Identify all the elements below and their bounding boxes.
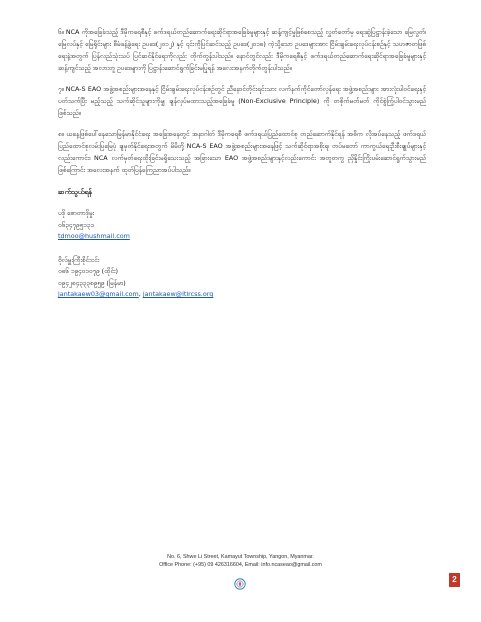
document-body — [58, 26, 426, 313]
paragraph-7: ၇။ NCA-S EAO အဖွဲ့အစည်းများအနေနှင့် ငြိမ်းချမ်းရေးလုပ်ငန်းစဉ်တွင် ညီနောင်တိုင်းရင်းသား လက်နက်ကိုင်တော်လှန်ရေး အဖွဲ့အစည်းများ အားလုံးပါဝင်ရေးနှင့် ပတ်သက်ပြီး မည့်သည့် သက်ဆိုင်သူများကိုမျှ ချန်လှပ်မထားသည့်အခြေခံမူ (Non-Exclusive Principle) ကို တစိုက်မတ်မတ် ကိုင်စွဲကြံ့ပါဝင်သွားမည်ဖြစ်သည်။ — [58, 85, 426, 117]
footer-address: No. 6, Shwe Li Street, Kamayut Township, Yangon, Myanmar. — [167, 554, 314, 560]
contact-email-link-2[interactable]: jantakaew@ltlrcss.org — [142, 290, 214, 298]
contact-name: ဗိုလ်မှူးကြီးစိုင်းငင်း — [58, 255, 100, 264]
contact-phone-thailand: ၀၈၆ ၁၉၄၀၁၀၇၉ (ထိုင်း) — [58, 267, 118, 275]
contact-block-2 — [58, 255, 426, 301]
contact-phone: ၀၆၃၄၇၉၅၁၃၁ — [58, 220, 94, 229]
contact-block-1 — [58, 208, 426, 243]
email-separator: , — [138, 290, 143, 298]
contact-email-link[interactable]: tdmoo@hushmail.com — [58, 232, 130, 240]
footer — [0, 553, 481, 569]
organization-logo-icon — [234, 578, 246, 590]
contact-name: ပဒို စောတာဒိုမူး — [58, 209, 95, 217]
paragraph-6: ၆။ NCA ကိုအခြေခံသည့် ဒီမိုကရေစီနှင့် ဖက်ဒရယ်တည်ဆောက်ရေးဆိုင်ရာအခြေခံမူများနှင့် ဆန့်ကျင့်မှုဖြစ်စေသည့် လွှတ်တော်မှ ရေးဆွဲပြဋ္ဌာန်းခဲ့သော မြေလွတ်၊ မြေလပ်နှင့် မြေရိုင်းများ စီမံခန့်ခွဲရေး ဥပဒေ(၂၀၁၂) နှင့် ၎င်းကိုပြင်ဆင်သည့် ဥပဒေ(၂၀၁၈) ကဲ့သို့သော ဥပဒေများအား ငြိမ်းချမ်းရေးလုပ်ငန်းစဉ်နှင့် သဟဇာတဖြစ်ရေးနဲ့အတွက် ပြန်လည်သုံးသပ် ပြင်ဆင်နိုင်ရေးကိုလည်း တိုက်တွန်းပါသည်။ နောင်တွင်လည်း ဒီမိုကရေစီနှင့် ဖက်ဒရယ်တည်ဆောက်ရေးဆိုင်ရာအခြေခံမူများနှင့် ဆန့်ကျင်သည့် အလားတူ ဥပဒေများကို ပြဋ္ဌာန်းဆောင်ရွက်ခြင်းမပြုရန် အလေးအနက်တိုက်တွန်းပါသည်။ — [58, 28, 426, 72]
paragraph-8: ၈။ ယနေ့ဖြစ်ပေါ်နေသောမြန်မာနိုင်ငံရေး အခြေအနေတွင် အနာဂါတ် ဒီမိုကရေစီ ဖက်ဒရယ်ပြည်ထောင်စု တည်ဆောက်နိုင်ရန် အဓိက လိုအပ်နေသည့် ဖက်ဒရယ်ပြည်ထောင်စုလမ်းပြမြေပုံ ချမှတ်နိုင်ရေးအတွက် မိမိတို့ NCA-S EAO အဖွဲ့အစည်းများအနေဖြင့် သက်ဆိုင်ရာအစိုးရ၊ တပ်မတော် ကာကွယ်ရေးဦးစီးချုပ်များနှင့်လည်းကောင်း၊ NCA လက်မှတ်ရေးထိုးခြင်းမရှိသေးသည့် အခြားသော EAO အဖွဲ့အစည်းများနှင့်လည်းကောင်း အတူတကွ ညှိနှိုင်းကြိုးပမ်းဆောင်ရွက်သွားမည်ဖြစ်ကြောင်း အလေးအနက် ထုတ်ပြန်ကြေညာအပ်ပါသည်။ — [58, 130, 426, 174]
contact-heading: ဆက်သွယ်ရန် — [58, 188, 92, 196]
page-number-badge: 2 — [449, 573, 460, 587]
contact-email-link[interactable]: jantakaew03@gmail.com — [58, 290, 139, 298]
contact-phone-myanmar: ၀၉၄၂၈၄၃၃၃၈၉၅၉ (မြန်မာ) — [58, 278, 126, 287]
footer-contact: Office Phone: (+95) 09 426316604, Email: info.ncaseao@gmail.com — [159, 562, 322, 568]
